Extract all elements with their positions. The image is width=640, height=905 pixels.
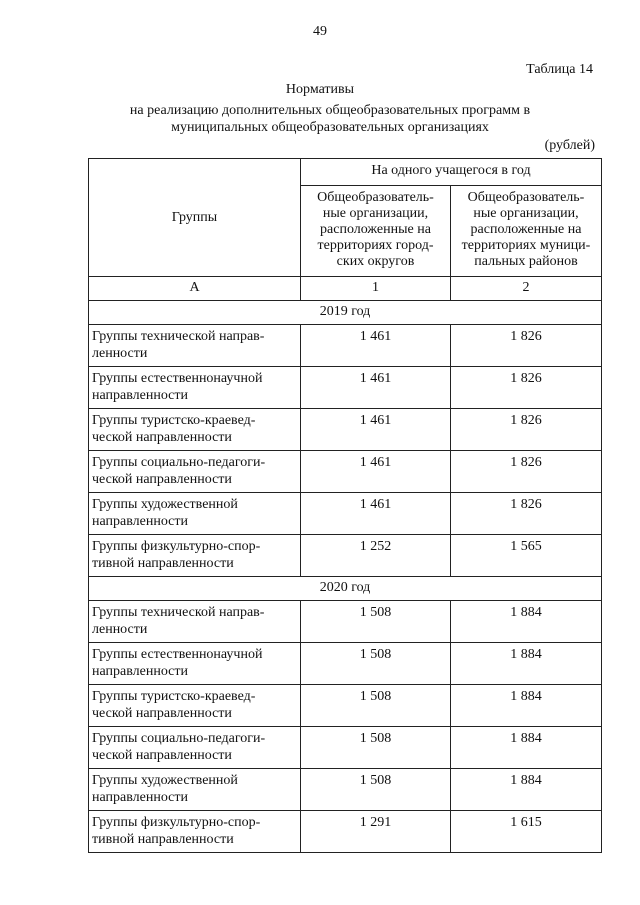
group-name-line: ческой направленности (92, 748, 232, 763)
value-city-districts: 1 291 (301, 811, 451, 853)
table-label: Таблица 14 (526, 62, 593, 77)
group-name-line: тивной направленности (92, 832, 234, 847)
value-city-districts: 1 508 (301, 601, 451, 643)
norms-table (88, 158, 602, 853)
header-line: расположенные на (320, 222, 431, 237)
year-label: 2019 год (89, 301, 602, 325)
group-name-line: Группы социально-педагоги- (92, 455, 266, 470)
table-row (89, 325, 602, 367)
document-subtitle (110, 102, 550, 136)
value-city-districts: 1 461 (301, 367, 451, 409)
group-name-line: направленности (92, 514, 189, 529)
column-index-a: А (89, 277, 301, 301)
group-name-line: направленности (92, 388, 189, 403)
group-name (89, 535, 301, 577)
group-name-line: Группы технической направ- (92, 605, 265, 620)
table-row (89, 685, 602, 727)
group-name-line: Группы физкультурно-спор- (92, 539, 261, 554)
table-row (89, 643, 602, 685)
value-municipal-districts: 1 565 (451, 535, 602, 577)
group-name-line: ческой направленности (92, 472, 232, 487)
group-name (89, 601, 301, 643)
table-row (89, 493, 602, 535)
year-row (89, 301, 602, 325)
group-name-line: ленности (92, 622, 148, 637)
header-line: ских округов (336, 254, 415, 269)
group-name (89, 325, 301, 367)
table-row (89, 811, 602, 853)
group-name-line: Группы социально-педагоги- (92, 731, 266, 746)
table-row (89, 727, 602, 769)
group-name (89, 811, 301, 853)
header-line: территориях город- (317, 238, 434, 253)
value-city-districts: 1 461 (301, 451, 451, 493)
header-municipal-districts (451, 186, 602, 277)
page-number: 49 (313, 24, 327, 39)
group-name (89, 769, 301, 811)
group-name (89, 367, 301, 409)
header-line: Общеобразователь- (467, 190, 585, 205)
document-title: Нормативы (285, 82, 355, 97)
value-municipal-districts: 1 826 (451, 325, 602, 367)
group-name (89, 409, 301, 451)
value-municipal-districts: 1 884 (451, 601, 602, 643)
value-city-districts: 1 508 (301, 769, 451, 811)
table-row (89, 601, 602, 643)
group-name (89, 451, 301, 493)
table-row (89, 367, 602, 409)
group-name (89, 685, 301, 727)
group-name-line: направленности (92, 790, 189, 805)
value-municipal-districts: 1 826 (451, 451, 602, 493)
value-municipal-districts: 1 884 (451, 643, 602, 685)
table-row (89, 451, 602, 493)
header-line: ные организации, (322, 206, 429, 221)
subtitle-line: муниципальных общеобразовательных организациях (171, 120, 489, 135)
group-name-line: направленности (92, 664, 189, 679)
year-row (89, 577, 602, 601)
group-name-line: Группы туристско-краевед- (92, 413, 256, 428)
group-name-line: Группы художественной (92, 497, 238, 512)
value-city-districts: 1 508 (301, 727, 451, 769)
group-name-line: тивной направленности (92, 556, 234, 571)
value-city-districts: 1 461 (301, 409, 451, 451)
group-name-line: Группы естественнонаучной (92, 647, 263, 662)
subtitle-line: на реализацию дополнительных общеобразовательных программ в (129, 103, 531, 118)
value-city-districts: 1 461 (301, 493, 451, 535)
value-municipal-districts: 1 884 (451, 685, 602, 727)
group-name (89, 643, 301, 685)
table-row (89, 535, 602, 577)
group-name-line: ленности (92, 346, 148, 361)
header-line: Общеобразователь- (317, 190, 434, 205)
table-body (89, 301, 602, 853)
header-line: расположенные на (470, 222, 582, 237)
value-municipal-districts: 1 884 (451, 727, 602, 769)
value-city-districts: 1 461 (301, 325, 451, 367)
value-municipal-districts: 1 615 (451, 811, 602, 853)
group-name-line: ческой направленности (92, 706, 232, 721)
header-line: территориях муници- (461, 238, 591, 253)
group-name-line: Группы художественной (92, 773, 238, 788)
group-name-line: Группы технической направ- (92, 329, 265, 344)
value-municipal-districts: 1 884 (451, 769, 602, 811)
header-per-student: На одного учащегося в год (301, 159, 602, 186)
units-label: (рублей) (544, 138, 595, 153)
column-index-1: 1 (301, 277, 451, 301)
group-name-line: Группы физкультурно-спор- (92, 815, 261, 830)
value-municipal-districts: 1 826 (451, 493, 602, 535)
header-city-districts (301, 186, 451, 277)
group-name-line: Группы туристско-краевед- (92, 689, 256, 704)
table-header (89, 159, 602, 301)
value-city-districts: 1 508 (301, 643, 451, 685)
header-groups: Группы (89, 159, 301, 277)
value-municipal-districts: 1 826 (451, 409, 602, 451)
header-line: пальных районов (474, 254, 578, 269)
value-city-districts: 1 252 (301, 535, 451, 577)
column-index-2: 2 (451, 277, 602, 301)
header-line: ные организации, (473, 206, 579, 221)
table-row (89, 769, 602, 811)
group-name-line: ческой направленности (92, 430, 232, 445)
group-name-line: Группы естественнонаучной (92, 371, 263, 386)
year-label: 2020 год (89, 577, 602, 601)
value-city-districts: 1 508 (301, 685, 451, 727)
value-municipal-districts: 1 826 (451, 367, 602, 409)
table-row (89, 409, 602, 451)
group-name (89, 493, 301, 535)
group-name (89, 727, 301, 769)
